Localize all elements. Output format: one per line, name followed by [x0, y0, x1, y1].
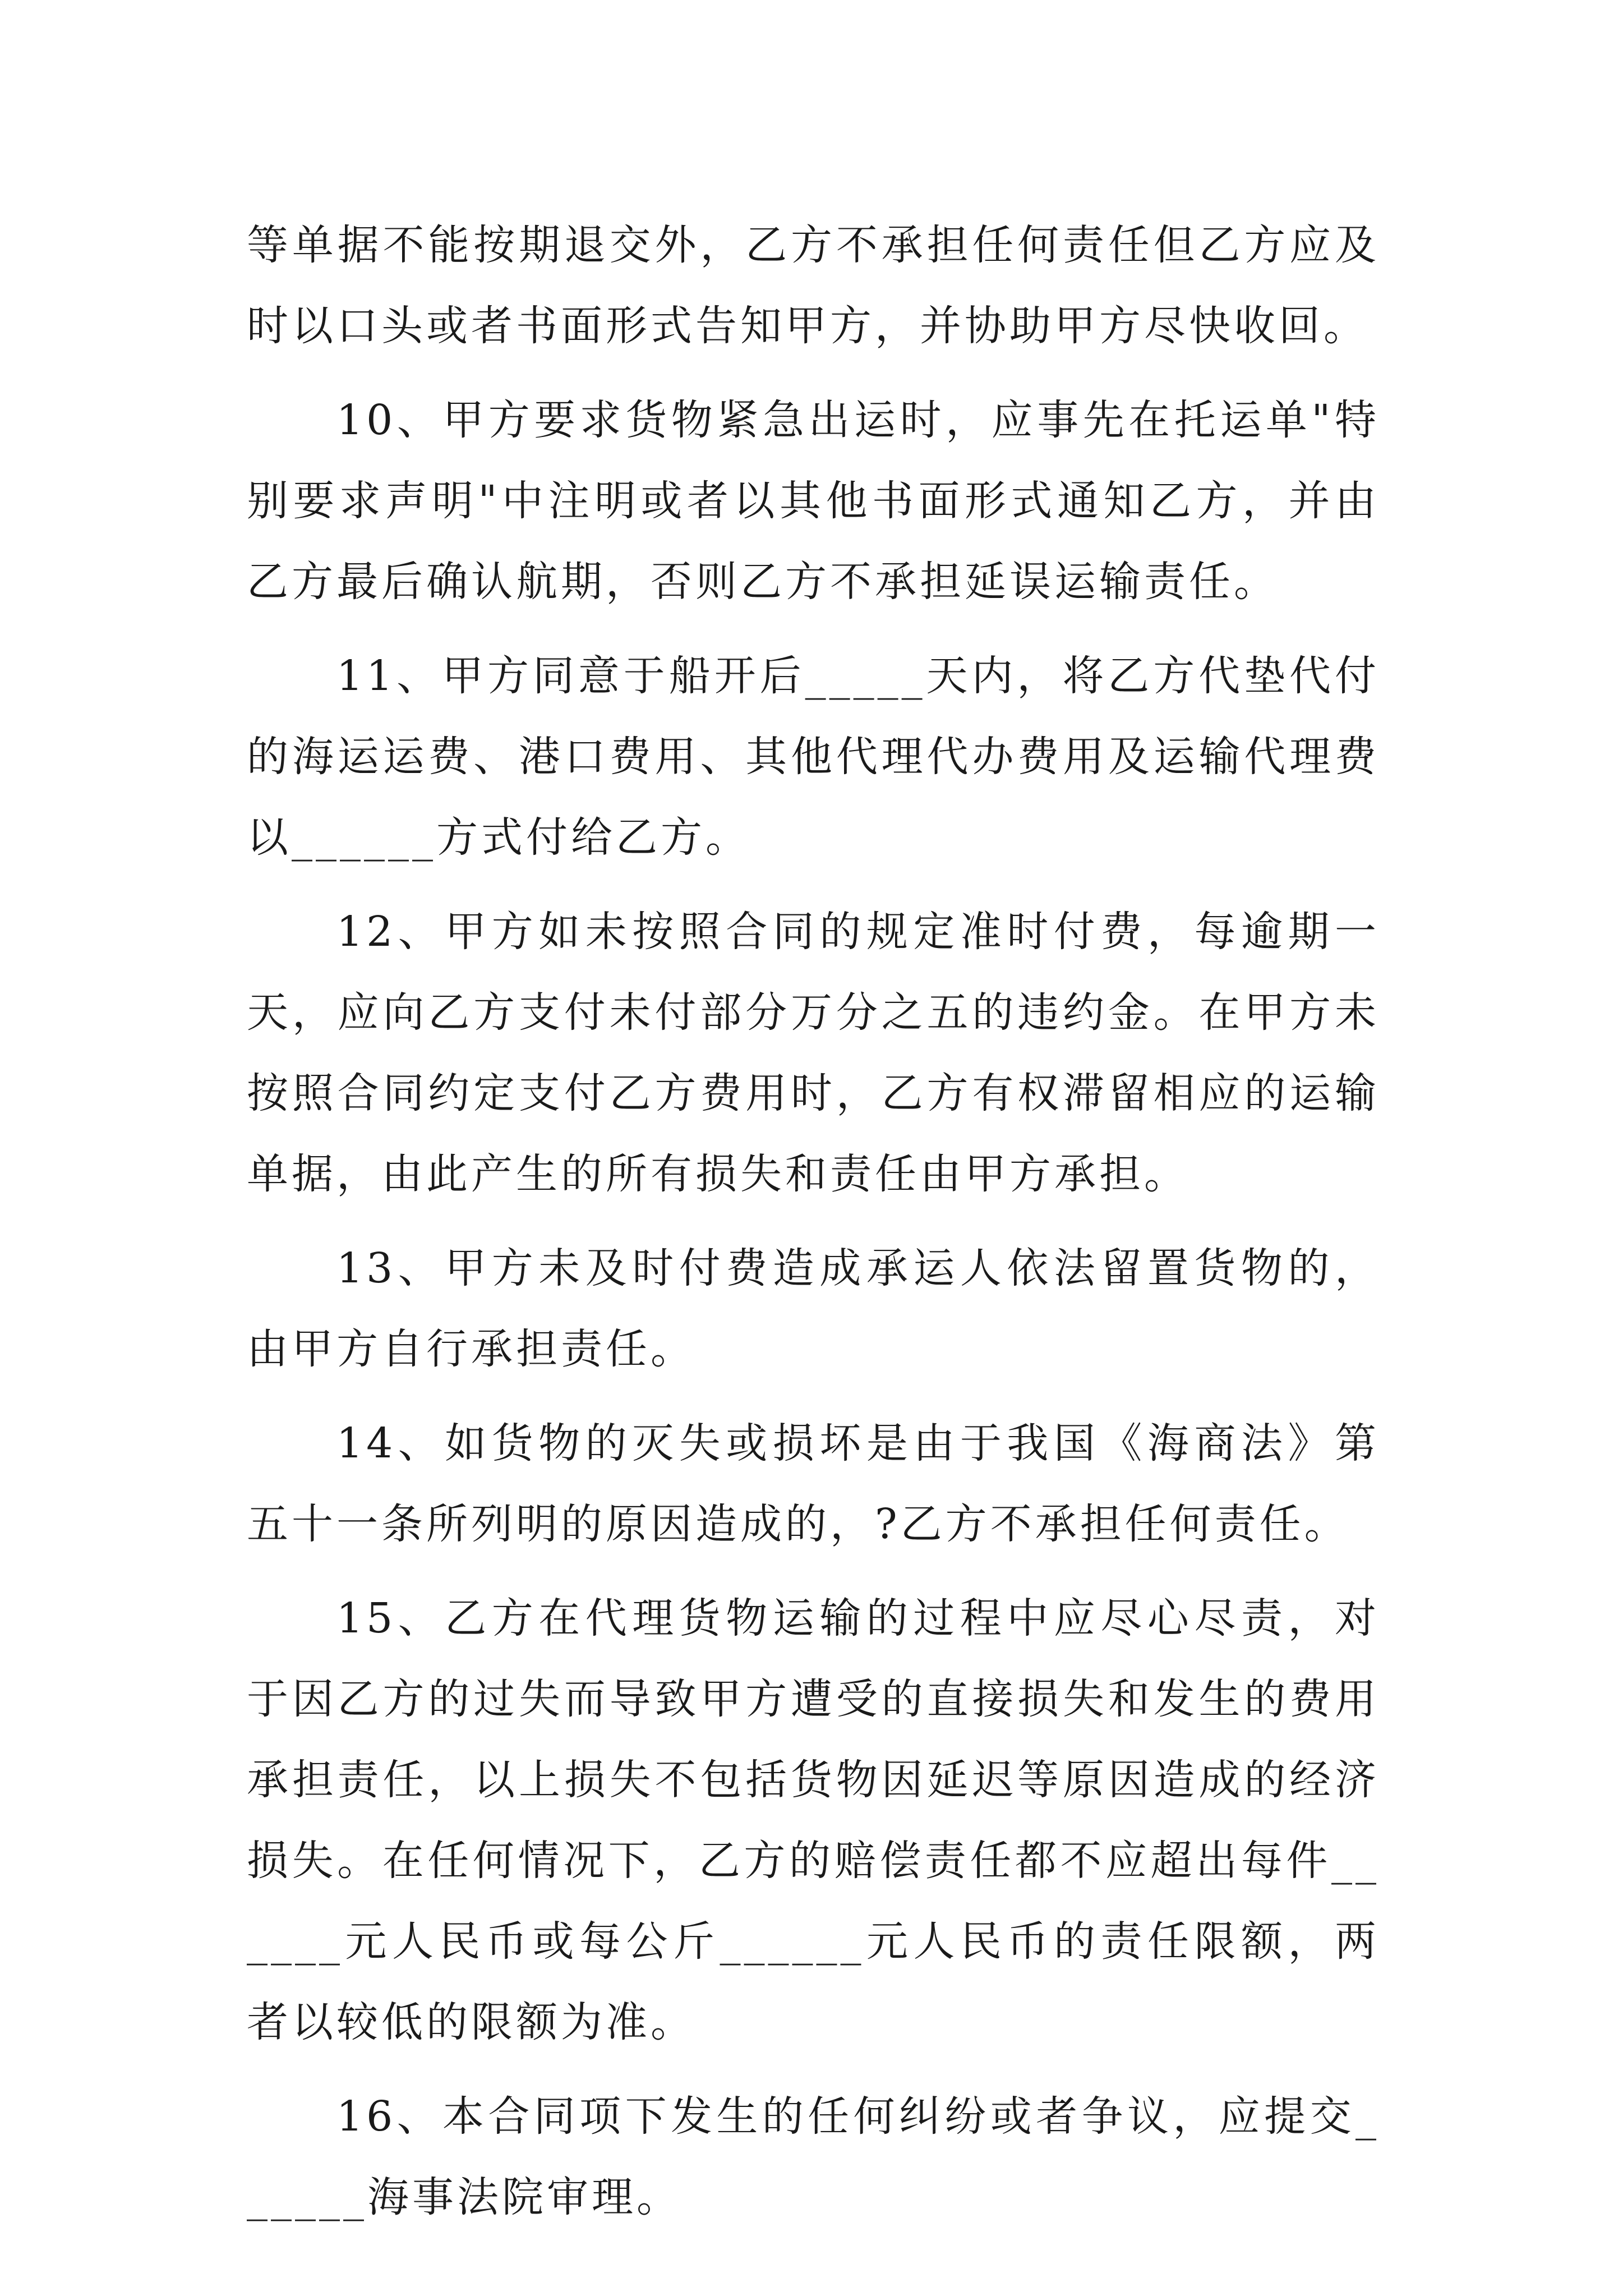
- clause-11: 11、甲方同意于船开后_____天内，将乙方代垫代付的海运运费、港口费用、其他代理代办费用及运输代理费以______方式付给乙方。: [247, 652, 1380, 862]
- clause-16: 16、本合同项下发生的任何纠纷或者争议，应提交______海事法院审理。: [247, 2092, 1380, 2221]
- clause-12: 12、甲方如未按照合同的规定准时付费，每逾期一天，应向乙方支付未付部分万分之五的违约金。在甲方未按照合同约定支付乙方费用时，乙方有权滞留相应的运输单据，由此产生的所有损失和责任由甲方承担。: [247, 908, 1380, 1198]
- clause-13: 13、甲方未及时付费造成承运人依法留置货物的，由甲方自行承担责任。: [247, 1244, 1380, 1373]
- paragraph-continuation: 等单据不能按期退交外，乙方不承担任何责任但乙方应及时以口头或者书面形式告知甲方，并协助甲方尽快收回。: [247, 221, 1380, 350]
- clause-14: 14、如货物的灭失或损坏是由于我国《海商法》第五十一条所列明的原因造成的，?乙方不承担任何责任。: [247, 1419, 1380, 1548]
- clause-15: 15、乙方在代理货物运输的过程中应尽心尽责，对于因乙方的过失而导致甲方遭受的直接损失和发生的费用承担责任，以上损失不包括货物因延迟等原因造成的经济损失。在任何情况下，乙方的赔偿责任都不应超出每件______元人民币或每公斤______元人民币的责任限额，两者以较低的限额为准。: [247, 1594, 1380, 2046]
- document-page: [247, 205, 1380, 2238]
- clause-10: 10、甲方要求货物紧急出运时，应事先在托运单"特别要求声明"中注明或者以其他书面形式通知乙方，并由乙方最后确认航期，否则乙方不承担延误运输责任。: [247, 396, 1380, 606]
